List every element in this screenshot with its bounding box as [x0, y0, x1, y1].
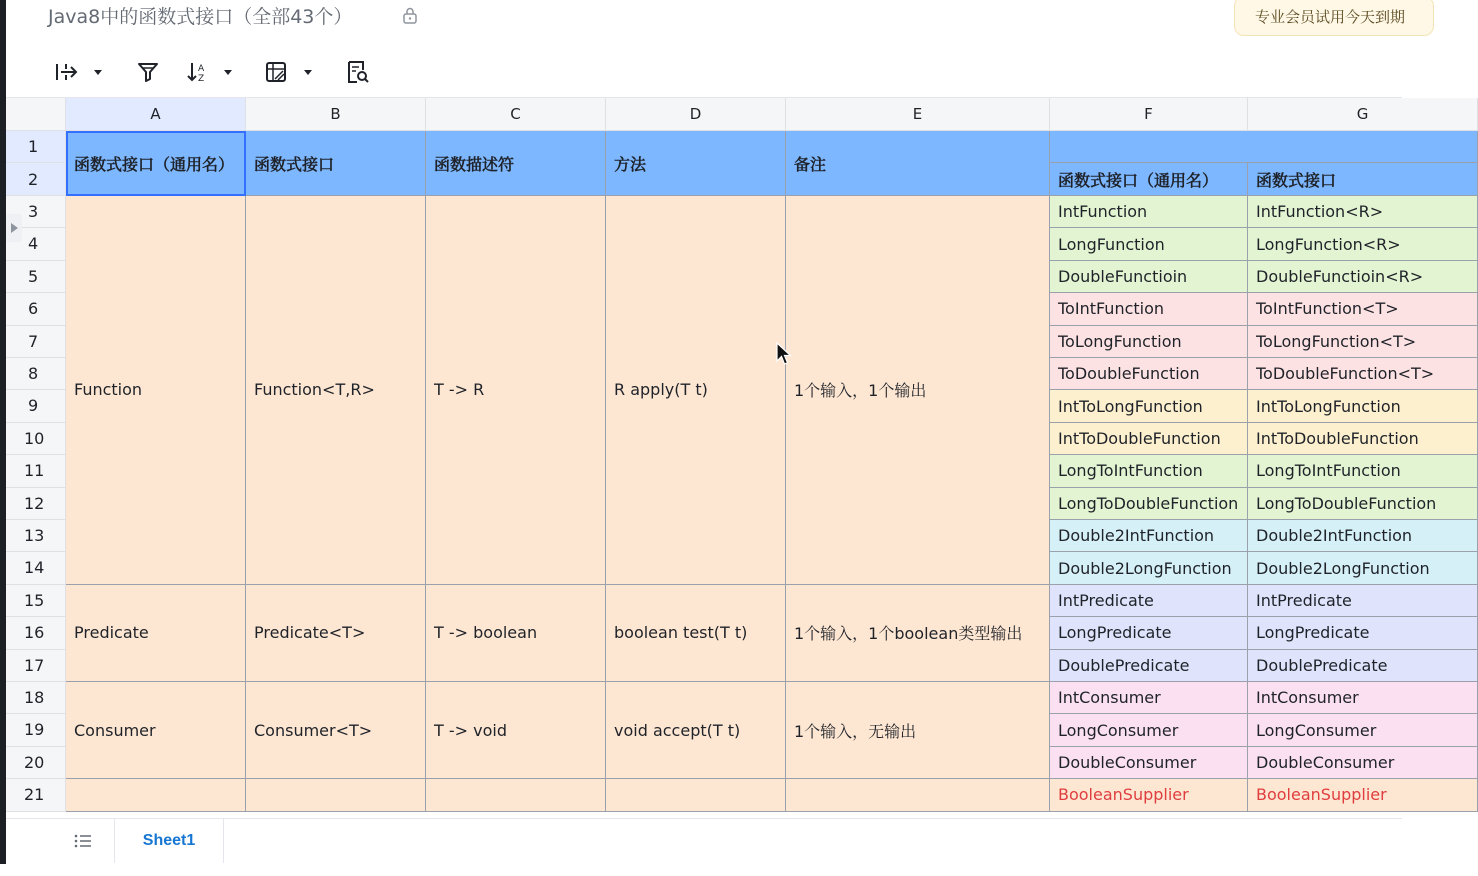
column-header-g[interactable]: G — [1248, 98, 1478, 131]
cell-right-interface[interactable]: IntPredicate — [1248, 585, 1478, 617]
cell-right-generic-name[interactable]: IntToLongFunction — [1050, 390, 1248, 422]
column-header-d[interactable]: D — [606, 98, 786, 131]
toolbar — [6, 48, 1402, 98]
row-header-20[interactable]: 20 — [6, 747, 66, 779]
row-header-12[interactable]: 12 — [6, 488, 66, 520]
mouse-cursor-icon — [776, 342, 792, 366]
row-header-6[interactable]: 6 — [6, 293, 66, 325]
row-header-7[interactable]: 7 — [6, 326, 66, 358]
row-header-4[interactable]: 4 — [6, 228, 66, 260]
cell-right-interface[interactable]: LongFunction<R> — [1248, 228, 1478, 260]
bottom-padding — [0, 864, 1402, 876]
svg-text:A: A — [198, 64, 205, 74]
cell-method[interactable] — [606, 779, 786, 811]
cell-right-generic-name[interactable]: DoubleFunctioin — [1050, 261, 1248, 293]
cell-generic-name[interactable] — [66, 779, 246, 811]
row-header-15[interactable]: 15 — [6, 585, 66, 617]
cell-right-interface[interactable]: ToIntFunction<T> — [1248, 293, 1478, 325]
cell-descriptor[interactable]: T -> void — [426, 682, 606, 779]
row-header-16[interactable]: 16 — [6, 617, 66, 649]
row-header-8[interactable]: 8 — [6, 358, 66, 390]
select-all-corner[interactable] — [6, 98, 66, 131]
cell-right-interface[interactable]: IntFunction<R> — [1248, 196, 1478, 228]
cell-right-generic-name[interactable]: LongFunction — [1050, 228, 1248, 260]
row-header-19[interactable]: 19 — [6, 714, 66, 746]
row-header-10[interactable]: 10 — [6, 423, 66, 455]
cell-right-interface[interactable]: DoubleConsumer — [1248, 747, 1478, 779]
cell-right-interface[interactable]: LongPredicate — [1248, 617, 1478, 649]
cell-right-generic-name[interactable]: LongToDoubleFunction — [1050, 488, 1248, 520]
row-header-1[interactable]: 1 — [6, 131, 66, 163]
row-header-5[interactable]: 5 — [6, 261, 66, 293]
column-header-f[interactable]: F — [1050, 98, 1248, 131]
column-header-a[interactable]: A — [66, 98, 246, 131]
cell-right-interface[interactable]: IntToLongFunction — [1248, 390, 1478, 422]
row-header-9[interactable]: 9 — [6, 390, 66, 422]
cell-interface[interactable]: Consumer<T> — [246, 682, 426, 779]
cell-right-generic-name[interactable]: Double2IntFunction — [1050, 520, 1248, 552]
cell-right-interface[interactable]: LongConsumer — [1248, 714, 1478, 746]
cell-interface[interactable]: Function<T,R> — [246, 196, 426, 585]
column-header-e[interactable]: E — [786, 98, 1050, 131]
header-cell-generic-name[interactable]: 函数式接口（通用名） — [66, 131, 246, 196]
expand-arrow-icon[interactable] — [6, 214, 22, 242]
cell-generic-name[interactable]: Predicate — [66, 585, 246, 682]
cell-remark[interactable]: 1个输入，无输出 — [786, 682, 1050, 779]
lock-icon[interactable] — [401, 6, 419, 24]
row-header-21[interactable]: 21 — [6, 779, 66, 811]
cell-right-generic-name[interactable]: IntToDoubleFunction — [1050, 423, 1248, 455]
cell-generic-name[interactable]: Consumer — [66, 682, 246, 779]
cell-right-interface[interactable]: LongToIntFunction — [1248, 455, 1478, 487]
header-cell-generic-name-right[interactable]: 函数式接口（通用名） — [1050, 163, 1248, 196]
cell-right-interface[interactable]: LongToDoubleFunction — [1248, 488, 1478, 520]
header-cell-merged-empty[interactable] — [1050, 131, 1478, 163]
svg-text:Z: Z — [198, 74, 205, 84]
cell-right-generic-name[interactable]: LongConsumer — [1050, 714, 1248, 746]
trial-badge[interactable]: 专业会员试用今天到期 — [1234, 0, 1434, 36]
cell-right-generic-name[interactable]: DoubleConsumer — [1050, 747, 1248, 779]
spreadsheet-grid[interactable] — [6, 98, 1437, 818]
row-header-2[interactable]: 2 — [6, 163, 66, 196]
row-header-13[interactable]: 13 — [6, 520, 66, 552]
cell-right-interface[interactable]: DoubleFunctioin<R> — [1248, 261, 1478, 293]
cell-right-interface[interactable]: IntConsumer — [1248, 682, 1478, 714]
cell-right-generic-name[interactable]: LongToIntFunction — [1050, 455, 1248, 487]
cell-right-interface[interactable]: DoublePredicate — [1248, 650, 1478, 682]
cell-right-interface[interactable]: IntToDoubleFunction — [1248, 423, 1478, 455]
cell-descriptor[interactable] — [426, 779, 606, 811]
cell-right-interface[interactable]: Double2IntFunction — [1248, 520, 1478, 552]
document-title[interactable]: Java8中的函数式接口（全部43个） — [48, 6, 353, 28]
cell-interface[interactable]: Predicate<T> — [246, 585, 426, 682]
cell-remark[interactable] — [786, 779, 1050, 811]
cell-right-generic-name[interactable]: ToLongFunction — [1050, 326, 1248, 358]
find-icon[interactable] — [345, 60, 371, 84]
header-cell-remark[interactable]: 备注 — [786, 131, 1050, 196]
cell-right-generic-name[interactable]: BooleanSupplier — [1050, 779, 1248, 811]
cell-method[interactable]: boolean test(T t) — [606, 585, 786, 682]
row-header-11[interactable]: 11 — [6, 455, 66, 487]
cell-right-generic-name[interactable]: IntPredicate — [1050, 585, 1248, 617]
freeze-icon[interactable] — [54, 60, 106, 84]
conditional-format-icon[interactable] — [264, 60, 316, 84]
cell-method[interactable]: R apply(T t) — [606, 196, 786, 585]
column-header-c[interactable]: C — [426, 98, 606, 131]
sort-icon[interactable] — [186, 60, 238, 84]
cell-right-generic-name[interactable]: IntFunction — [1050, 196, 1248, 228]
row-header-3[interactable]: 3 — [6, 196, 66, 228]
cell-right-generic-name[interactable]: DoublePredicate — [1050, 650, 1248, 682]
header-cell-interface-right[interactable]: 函数式接口 — [1248, 163, 1478, 196]
sheet-tab-sheet1[interactable]: Sheet1 — [114, 819, 224, 863]
header-cell-method[interactable]: 方法 — [606, 131, 786, 196]
cell-right-interface[interactable]: Double2LongFunction — [1248, 552, 1478, 584]
cell-descriptor[interactable]: T -> boolean — [426, 585, 606, 682]
cell-right-interface[interactable]: BooleanSupplier — [1248, 779, 1478, 811]
sheet-bar — [6, 818, 1402, 864]
cell-interface[interactable] — [246, 779, 426, 811]
cell-right-interface[interactable]: ToDoubleFunction<T> — [1248, 358, 1478, 390]
sheet-list-icon[interactable] — [74, 833, 92, 849]
row-header-14[interactable]: 14 — [6, 552, 66, 584]
header-cell-descriptor[interactable]: 函数描述符 — [426, 131, 606, 196]
cell-right-interface[interactable]: ToLongFunction<T> — [1248, 326, 1478, 358]
cell-right-generic-name[interactable]: Double2LongFunction — [1050, 552, 1248, 584]
cell-remark[interactable]: 1个输入，1个boolean类型输出 — [786, 585, 1050, 682]
title-bar — [6, 0, 1406, 48]
filter-icon[interactable] — [136, 60, 160, 84]
cell-right-generic-name[interactable]: LongPredicate — [1050, 617, 1248, 649]
cell-right-generic-name[interactable]: IntConsumer — [1050, 682, 1248, 714]
column-header-b[interactable]: B — [246, 98, 426, 131]
row-header-17[interactable]: 17 — [6, 650, 66, 682]
row-header-18[interactable]: 18 — [6, 682, 66, 714]
cell-descriptor[interactable]: T -> R — [426, 196, 606, 585]
cell-remark[interactable]: 1个输入，1个输出 — [786, 196, 1050, 585]
cell-generic-name[interactable]: Function — [66, 196, 246, 585]
cell-right-generic-name[interactable]: ToIntFunction — [1050, 293, 1248, 325]
cell-method[interactable]: void accept(T t) — [606, 682, 786, 779]
header-cell-interface[interactable]: 函数式接口 — [246, 131, 426, 196]
cell-right-generic-name[interactable]: ToDoubleFunction — [1050, 358, 1248, 390]
